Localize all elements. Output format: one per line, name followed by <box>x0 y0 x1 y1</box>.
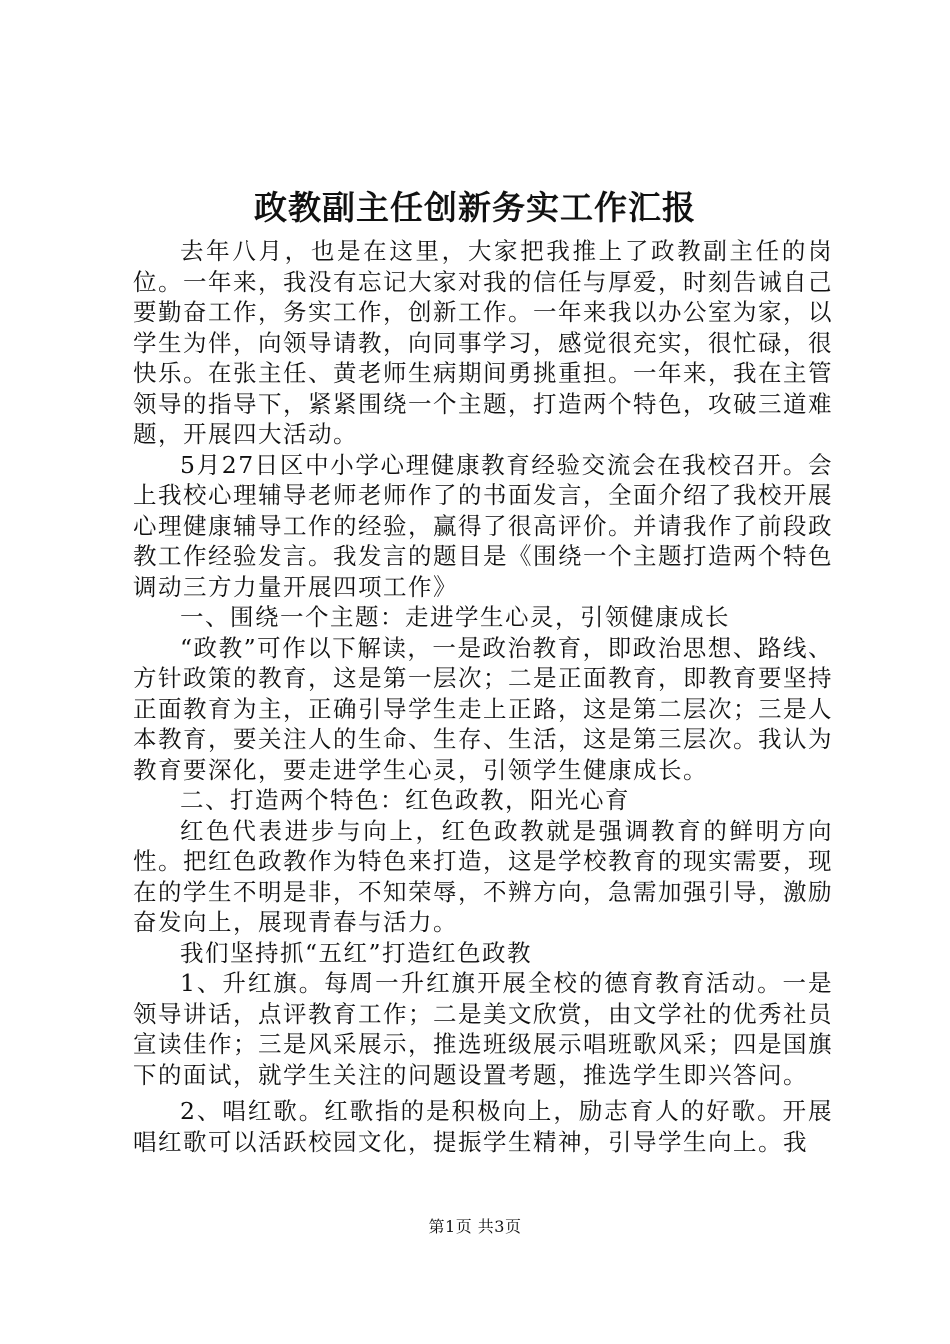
document-title: 政教副主任创新务实工作汇报 <box>254 188 696 227</box>
paragraph-five-red: 我们坚持抓“五红”打造红色政教 <box>180 938 533 967</box>
paragraph-meeting: 5月27日区中小学心理健康教育经验交流会在我校召开。会上我校心理辅导老师老师作了的书面发言，全面介绍了我校开展心理健康辅导工作的经验，赢得了很高评价。并请我作了前段政教工作经验发言。我发言的题目是《围绕一个主题打造两个特色调动三方力量开展四项工作》 <box>133 450 833 601</box>
heading-section-one: 一、围绕一个主题：走进学生心灵，引领健康成长 <box>180 603 730 631</box>
page-footer: 第1页 共3页 <box>428 1217 522 1236</box>
document-body <box>133 236 833 1157</box>
paragraph-intro: 去年八月，也是在这里，大家把我推上了政教副主任的岗位。一年来，我没有忘记大家对我的信任与厚爱，时刻告诫自己要勤奋工作，务实工作，创新工作。一年来我以办公室为家，以学生为伴，向领导请教，向同事学习，感觉很充实，很忙碌，很快乐。在张主任、黄老师生病期间勇挑重担。一年来，我在主管领导的指导下，紧紧围绕一个主题，打造两个特色，攻破三道难题，开展四大活动。 <box>133 237 833 448</box>
paragraph-section-two: 红色代表进步与向上，红色政教就是强调教育的鲜明方向性。把红色政教作为特色来打造，这是学校教育的现实需要，现在的学生不明是非，不知荣辱，不辨方向，急需加强引导，激励奋发向上，展现青春与活力。 <box>133 816 833 936</box>
list-item-sing-songs: 2、唱红歌。红歌指的是积极向上，励志育人的好歌。开展唱红歌可以活跃校园文化，提振学生精神，引导学生向上。我 <box>133 1097 833 1156</box>
heading-section-two: 二、打造两个特色：红色政教，阳光心育 <box>180 786 630 814</box>
list-item-raise-flag: 1、升红旗。每周一升红旗开展全校的德育教育活动。一是领导讲话，点评教育工作；二是美文欣赏，由文学社的优秀社员宣读佳作；三是风采展示，推选班级展示唱班歌风采；四是国旗下的面试，就学生关注的问题设置考题，推选学生即兴答问。 <box>133 969 833 1089</box>
paragraph-section-one: “政教”可作以下解读，一是政治教育，即政治思想、路线、方针政策的教育，这是第一层次；二是正面教育，即教育要坚持正面教育为主，正确引导学生走上正路，这是第二层次；三是人本教育，要关注人的生命、生存、生活，这是第三层次。我认为教育要深化，要走进学生心灵，引领学生健康成长。 <box>133 633 833 784</box>
